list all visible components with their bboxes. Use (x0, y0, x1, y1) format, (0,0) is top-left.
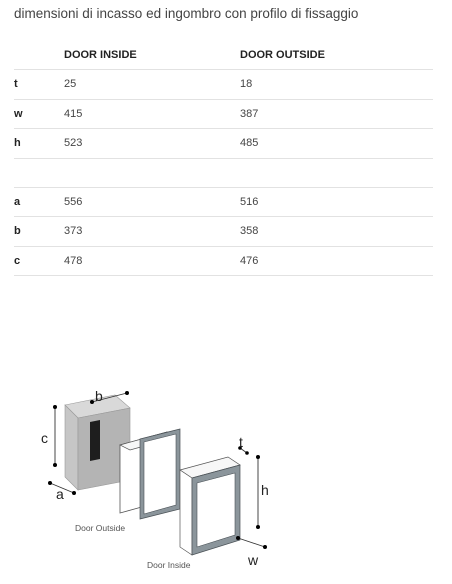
door-outside-value: 358 (240, 217, 433, 247)
label-a: a (56, 486, 64, 502)
table-row (14, 70, 433, 100)
table-row (14, 246, 433, 276)
label-t: t (239, 434, 243, 450)
door-inside-value: 25 (64, 70, 240, 100)
row-label: b (14, 217, 64, 247)
table-row (14, 99, 433, 129)
row-label: a (14, 187, 64, 217)
door-inside-value: 523 (64, 129, 240, 159)
door-outside-value: 516 (240, 187, 433, 217)
door-outside-value: 485 (240, 129, 433, 159)
caption-door-inside: Door Inside (147, 560, 191, 570)
table-row-spacer (14, 158, 433, 187)
door-inside-value: 478 (64, 246, 240, 276)
door-inside-value: 415 (64, 99, 240, 129)
page-title: dimensioni di incasso ed ingombro con profilo di fissaggio (14, 6, 359, 21)
door-outside-value (240, 158, 433, 187)
table-header-row (14, 40, 433, 70)
label-c: c (41, 430, 48, 446)
header-door-inside: DOOR INSIDE (64, 40, 240, 70)
door-outside-unit (120, 429, 180, 519)
caption-door-outside: Door Outside (75, 523, 126, 533)
door-outside-value: 387 (240, 99, 433, 129)
row-label: w (14, 99, 64, 129)
row-label: c (14, 246, 64, 276)
door-outside-value: 476 (240, 246, 433, 276)
row-label: t (14, 70, 64, 100)
dimension-diagram (40, 385, 280, 575)
header-door-outside: DOOR OUTSIDE (240, 40, 433, 70)
door-inside-unit (180, 457, 240, 555)
table-row (14, 187, 433, 217)
label-w: w (248, 552, 259, 568)
label-h: h (261, 482, 269, 498)
table-row (14, 129, 433, 159)
header-empty (14, 40, 64, 70)
door-inside-value (64, 158, 240, 187)
door-outside-value: 18 (240, 70, 433, 100)
dimensions-table (14, 40, 433, 276)
row-label (14, 158, 64, 187)
label-b: b (95, 388, 103, 404)
door-inside-value: 373 (64, 217, 240, 247)
table-row (14, 217, 433, 247)
row-label: h (14, 129, 64, 159)
door-inside-value: 556 (64, 187, 240, 217)
